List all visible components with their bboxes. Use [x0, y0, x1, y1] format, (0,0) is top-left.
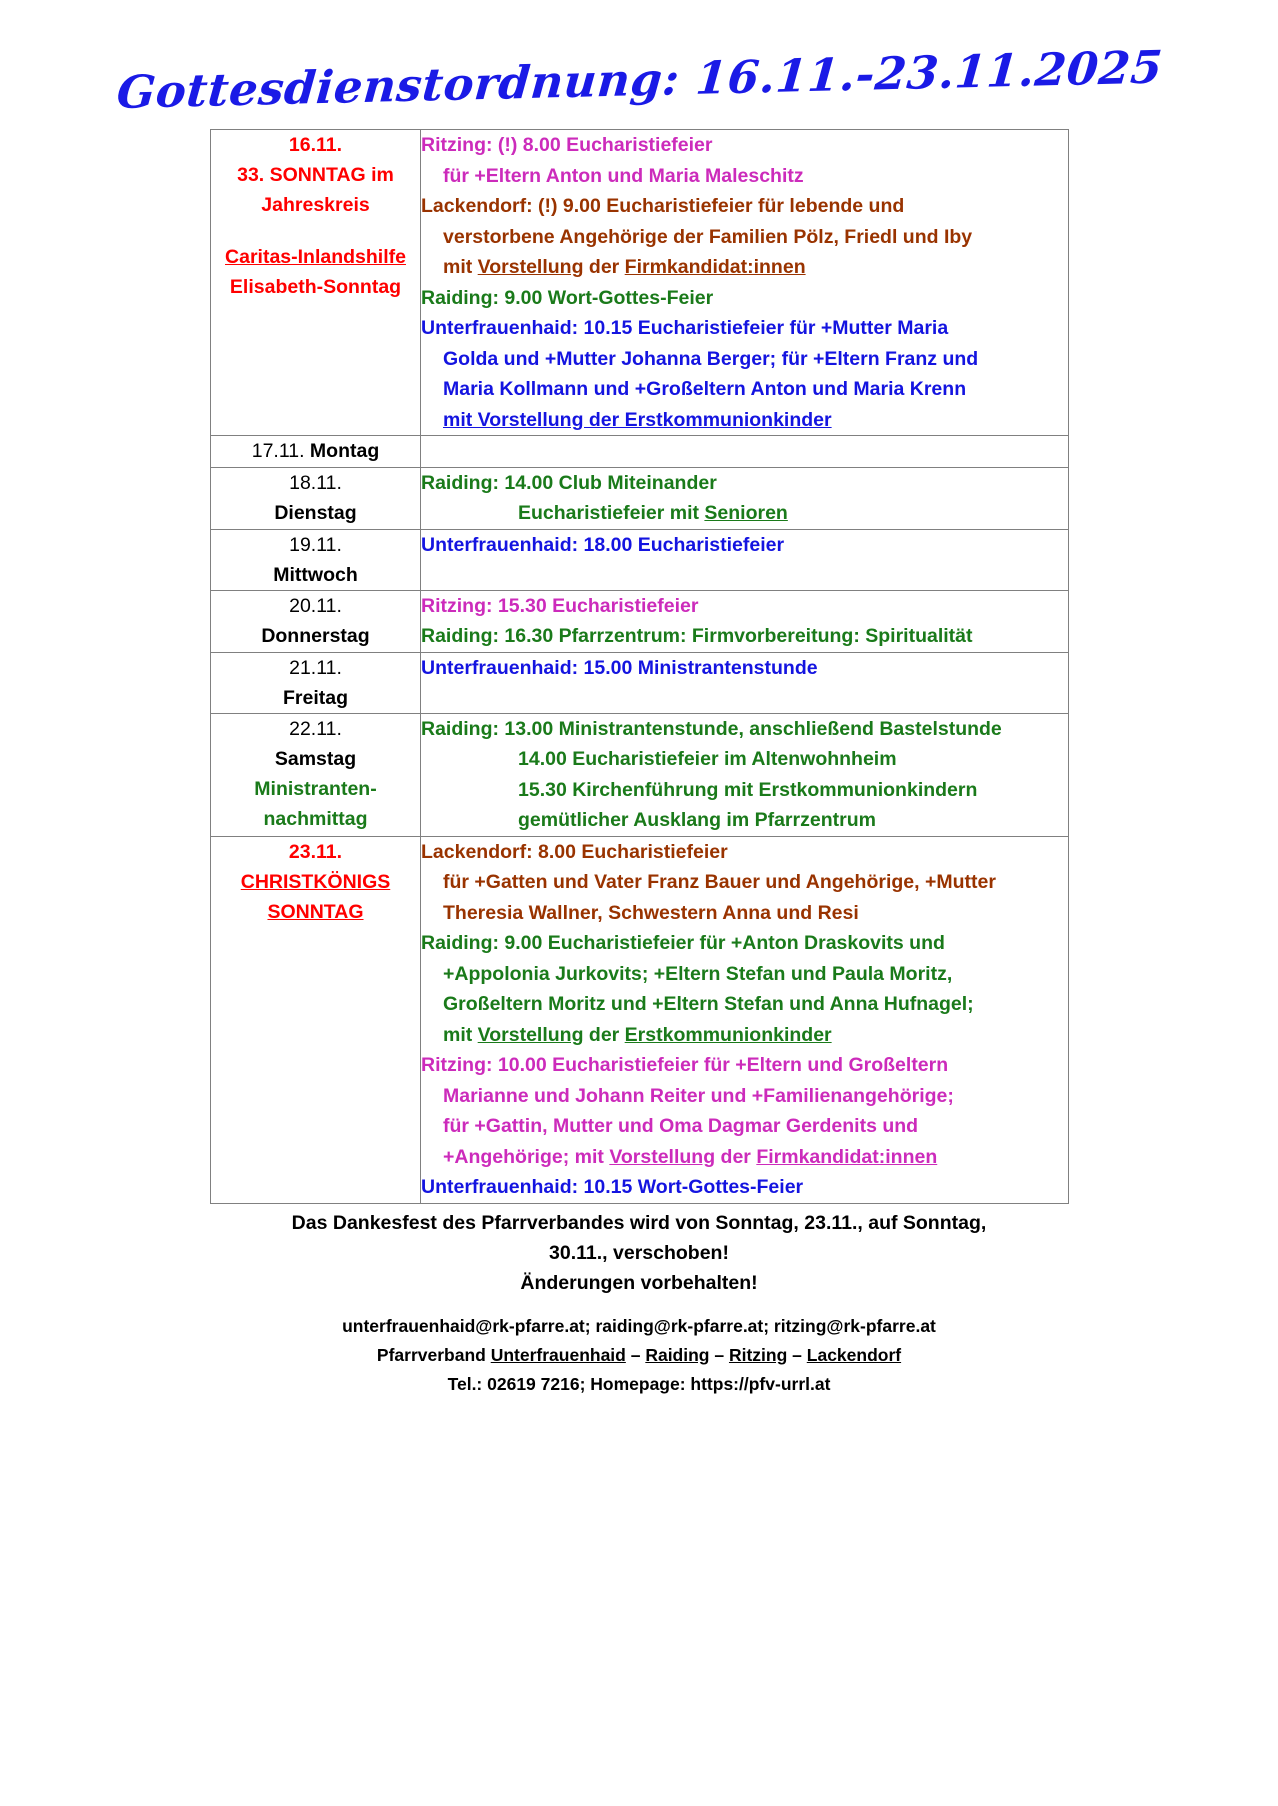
event-line: Lackendorf: 8.00 Eucharistiefeier	[421, 840, 728, 863]
footer-notice-line-3: Änderungen vorbehalten!	[520, 1271, 758, 1294]
footer-contact[interactable]: Tel.: 02619 7216; Homepage: https://pfv-urrl.at	[447, 1373, 831, 1394]
day-line: 23.11.	[288, 840, 343, 863]
event-line: mit Vorstellung der Firmkandidat:innen	[443, 256, 806, 278]
day-line: 18.11.	[289, 471, 342, 494]
day-cell	[211, 467, 421, 529]
schedule-table	[210, 129, 1069, 1204]
day-line: 16.11.	[288, 134, 343, 156]
footer-notice-line-2: 30.11., verschoben!	[549, 1241, 729, 1264]
page-title-container	[0, 0, 1278, 129]
day-line: Mittwoch	[273, 563, 358, 586]
event-line: +Angehörige; mit Vorstellung der Firmkandidat:innen	[443, 1145, 938, 1168]
page-title: Gottesdienstordnung: 16.11.-23.11.2025	[115, 40, 1166, 119]
event-line: für +Eltern Anton und Maria Maleschitz	[443, 164, 804, 187]
day-line: Ministranten-	[254, 777, 377, 800]
table-row	[211, 436, 1069, 468]
event-line: für +Gatten und Vater Franz Bauer und Angehörige, +Mutter	[443, 871, 996, 893]
event-line: Raiding: 13.00 Ministrantenstunde, anschließend Bastelstunde	[421, 717, 1002, 740]
day-cell	[211, 836, 421, 1203]
event-line: Ritzing: 10.00 Eucharistiefeier für +Eltern und Großeltern	[421, 1054, 949, 1076]
table-row	[211, 467, 1069, 529]
day-line: 22.11.	[289, 717, 342, 740]
event-line: Ritzing: 15.30 Eucharistiefeier	[421, 594, 699, 617]
events-cell	[421, 836, 1069, 1203]
event-line: 14.00 Eucharistiefeier im Altenwohnheim	[518, 748, 897, 770]
event-line: verstorbene Angehörige der Familien Pölz, Friedl und Iby	[443, 225, 973, 248]
table-row	[211, 529, 1069, 590]
footer-parish-line: Pfarrverband Unterfrauenhaid – Raiding – Ritzing – Lackendorf	[376, 1344, 902, 1365]
event-line: Raiding: 14.00 Club Miteinander	[421, 471, 717, 494]
event-line: gemütlicher Ausklang im Pfarrzentrum	[518, 809, 876, 831]
event-line: Golda und +Mutter Johanna Berger; für +Eltern Franz und	[443, 347, 979, 370]
day-cell	[211, 590, 421, 652]
event-line: Raiding: 16.30 Pfarrzentrum: Firmvorbereitung: Spiritualität	[421, 625, 973, 647]
events-cell	[421, 467, 1069, 529]
table-row	[211, 713, 1069, 836]
table-row	[211, 590, 1069, 652]
table-row	[211, 836, 1069, 1203]
day-cell	[211, 529, 421, 590]
schedule-body	[211, 130, 1069, 1204]
event-line: Unterfrauenhaid: 15.00 Ministrantenstunde	[421, 656, 818, 679]
event-line: Ritzing: (!) 8.00 Eucharistiefeier	[421, 134, 713, 156]
day-line: Samstag	[274, 747, 357, 770]
page-footer	[189, 1208, 1089, 1399]
day-line	[211, 220, 420, 242]
day-line: nachmittag	[263, 807, 368, 830]
table-row	[211, 130, 1069, 436]
event-line: Unterfrauenhaid: 18.00 Eucharistiefeier	[421, 533, 785, 556]
day-line: Freitag	[282, 686, 348, 709]
table-row	[211, 652, 1069, 713]
event-line: Unterfrauenhaid: 10.15 Wort-Gottes-Feier	[421, 1176, 804, 1198]
event-line: Eucharistiefeier mit Senioren	[518, 502, 788, 524]
day-line: Jahreskreis	[261, 194, 370, 216]
event-line: Raiding: 9.00 Eucharistiefeier für +Anton Draskovits und	[421, 932, 945, 954]
footer-emails[interactable]: unterfrauenhaid@rk-pfarre.at; raiding@rk-pfarre.at; ritzing@rk-pfarre.at	[342, 1315, 936, 1336]
event-line: Marianne und Johann Reiter und +Familienangehörige;	[443, 1084, 954, 1107]
schedule-container	[210, 129, 1068, 1204]
events-cell	[421, 130, 1069, 436]
day-line: 21.11.	[289, 656, 342, 679]
day-cell	[211, 713, 421, 836]
day-cell	[211, 652, 421, 713]
event-line: mit Vorstellung der Erstkommunionkinder	[443, 1023, 832, 1046]
events-cell	[421, 436, 1069, 468]
events-cell	[421, 713, 1069, 836]
event-line: Theresia Wallner, Schwestern Anna und Resi	[443, 901, 859, 924]
day-line: Donnerstag	[261, 624, 370, 647]
event-line: Lackendorf: (!) 9.00 Eucharistiefeier für lebende und	[421, 195, 905, 217]
day-line: Elisabeth-Sonntag	[229, 276, 402, 298]
day-line: 20.11.	[289, 594, 342, 617]
event-line: Raiding: 9.00 Wort-Gottes-Feier	[421, 286, 714, 309]
event-line: mit Vorstellung der Erstkommunionkinder	[443, 408, 832, 431]
day-line: Dienstag	[274, 501, 357, 524]
day-line: SONNTAG	[267, 900, 364, 923]
footer-notice-line-1: Das Dankesfest des Pfarrverbandes wird von Sonntag, 23.11., auf Sonntag,	[291, 1211, 987, 1234]
event-line: Großeltern Moritz und +Eltern Stefan und Anna Hufnagel;	[443, 993, 974, 1015]
day-line: 19.11.	[289, 533, 342, 556]
event-line: für +Gattin, Mutter und Oma Dagmar Gerdenits und	[443, 1115, 919, 1137]
event-line: Maria Kollmann und +Großeltern Anton und Maria Krenn	[443, 378, 967, 400]
event-line: 15.30 Kirchenführung mit Erstkommunionkindern	[518, 778, 978, 801]
day-cell	[211, 130, 421, 436]
day-cell	[211, 436, 421, 468]
day-line: CHRISTKÖNIGS	[240, 870, 391, 893]
events-cell	[421, 652, 1069, 713]
day-line: 17.11. Montag	[251, 440, 380, 462]
event-line: Unterfrauenhaid: 10.15 Eucharistiefeier für +Mutter Maria	[421, 317, 949, 339]
events-cell	[421, 590, 1069, 652]
events-cell	[421, 529, 1069, 590]
day-line: 33. SONNTAG im	[237, 164, 394, 186]
day-line: Caritas-Inlandshilfe	[225, 246, 406, 268]
event-line: +Appolonia Jurkovits; +Eltern Stefan und Paula Moritz,	[443, 962, 953, 985]
